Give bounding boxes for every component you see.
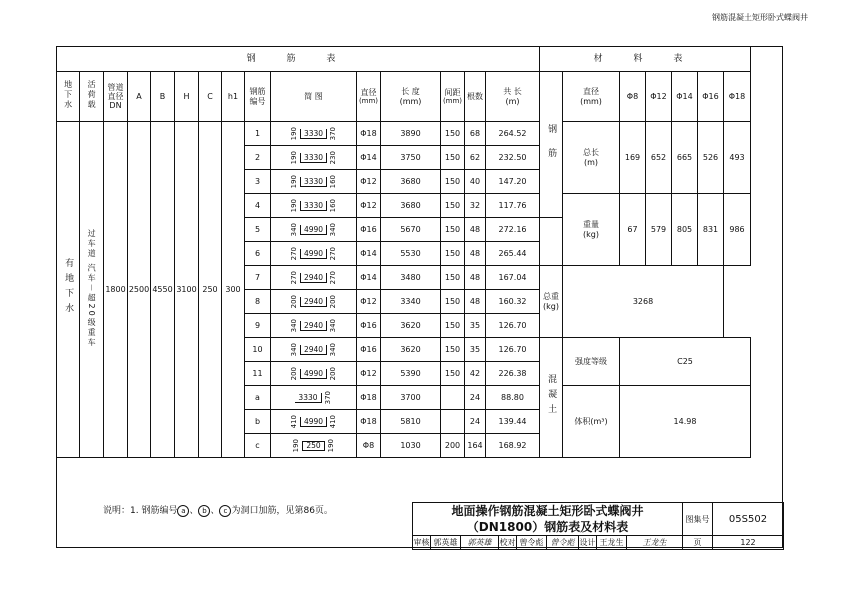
cell-live-load: 过车道 汽车－超20级重车 bbox=[80, 122, 104, 458]
rebar-total: 126.70 bbox=[486, 314, 540, 338]
rebar-no: 2 bbox=[245, 146, 271, 170]
circle-a: a bbox=[177, 505, 189, 517]
rebar-spacing: 150 bbox=[441, 362, 465, 386]
rebar-no: c bbox=[245, 434, 271, 458]
rebar-length: 3480 bbox=[381, 266, 441, 290]
mat-weight-3: 831 bbox=[698, 194, 724, 266]
cell-b: 4550 bbox=[151, 122, 175, 458]
mat-weight-4: 986 bbox=[724, 194, 751, 266]
rebar-total: 272.16 bbox=[486, 218, 540, 242]
rebar-no: a bbox=[245, 386, 271, 410]
col-dn: 管道直径DN bbox=[104, 72, 128, 122]
col-total-length: 共 长 (m) bbox=[486, 72, 540, 122]
col-h: H bbox=[175, 72, 199, 122]
rebar-spacing: 150 bbox=[441, 290, 465, 314]
checker-signature: 曾令彪 bbox=[547, 536, 579, 550]
rebar-dia: Φ8 bbox=[357, 434, 381, 458]
rebar-shape: 3330 370 bbox=[271, 386, 357, 410]
rebar-dia: Φ18 bbox=[357, 122, 381, 146]
rebar-no: 10 bbox=[245, 338, 271, 362]
rebar-spacing: 150 bbox=[441, 338, 465, 362]
mat-volume: 14.98 bbox=[620, 386, 751, 458]
rebar-length: 3750 bbox=[381, 146, 441, 170]
rebar-length: 3620 bbox=[381, 338, 441, 362]
rebar-total: 117.76 bbox=[486, 194, 540, 218]
mat-total-weight-label: 总重 (kg) bbox=[540, 266, 563, 338]
mat-weight-2: 805 bbox=[672, 194, 698, 266]
rebar-dia: Φ18 bbox=[357, 410, 381, 434]
atlas-label: 图集号 bbox=[683, 503, 713, 536]
rebar-count: 62 bbox=[465, 146, 486, 170]
rebar-count: 48 bbox=[465, 218, 486, 242]
rebar-and-material-table bbox=[56, 46, 751, 458]
rebar-length: 1030 bbox=[381, 434, 441, 458]
rebar-spacing: 150 bbox=[441, 314, 465, 338]
reviewer-signature: 郭英雄 bbox=[461, 536, 499, 550]
rebar-count: 164 bbox=[465, 434, 486, 458]
circle-b: b bbox=[198, 505, 210, 517]
mat-grade: C25 bbox=[620, 338, 751, 386]
col-shape: 简 图 bbox=[271, 72, 357, 122]
rebar-total: 147.20 bbox=[486, 170, 540, 194]
rebar-total: 167.04 bbox=[486, 266, 540, 290]
rebar-no: 3 bbox=[245, 170, 271, 194]
mat-length-1: 652 bbox=[646, 122, 672, 194]
col-spacing: 间距 (mm) bbox=[441, 72, 465, 122]
rebar-no: 4 bbox=[245, 194, 271, 218]
rebar-no: b bbox=[245, 410, 271, 434]
rebar-no: 5 bbox=[245, 218, 271, 242]
rebar-dia: Φ12 bbox=[357, 194, 381, 218]
rebar-dia: Φ16 bbox=[357, 314, 381, 338]
mat-weight-0: 67 bbox=[620, 194, 646, 266]
rebar-shape: 270 2940 270 bbox=[271, 266, 357, 290]
mat-steel-label: 钢 筋 bbox=[540, 72, 563, 218]
atlas-no: 05S502 bbox=[713, 503, 784, 536]
rebar-dia: Φ12 bbox=[357, 362, 381, 386]
note-text: 说明：1. 钢筋编号 a 、 b 、 c 为洞口加筋，见第86页。 bbox=[103, 506, 333, 516]
title-block bbox=[412, 502, 784, 550]
corner-title: 钢筋混凝土矩形卧式蝶阀井 bbox=[712, 13, 808, 22]
rebar-shape: 270 4990 270 bbox=[271, 242, 357, 266]
rebar-total: 88.80 bbox=[486, 386, 540, 410]
rebar-table-title: 钢 筋 表 bbox=[57, 47, 540, 72]
rebar-spacing bbox=[441, 410, 465, 434]
rebar-count: 40 bbox=[465, 170, 486, 194]
rebar-dia: Φ12 bbox=[357, 290, 381, 314]
rebar-no: 1 bbox=[245, 122, 271, 146]
rebar-count: 48 bbox=[465, 290, 486, 314]
rebar-dia: Φ18 bbox=[357, 386, 381, 410]
rebar-no: 6 bbox=[245, 242, 271, 266]
material-table-title: 材 料 表 bbox=[540, 47, 751, 72]
mat-dia-0: Φ8 bbox=[620, 72, 646, 122]
mat-volume-label: 体积(m³) bbox=[563, 386, 620, 458]
rebar-dia: Φ16 bbox=[357, 218, 381, 242]
mat-length-0: 169 bbox=[620, 122, 646, 194]
rebar-total: 264.52 bbox=[486, 122, 540, 146]
rebar-count: 24 bbox=[465, 410, 486, 434]
mat-grade-label: 强度等级 bbox=[563, 338, 620, 386]
mat-dia-4: Φ18 bbox=[724, 72, 751, 122]
rebar-count: 32 bbox=[465, 194, 486, 218]
rebar-total: 168.92 bbox=[486, 434, 540, 458]
page-no: 122 bbox=[713, 536, 784, 550]
cell-underground: 有地下水 bbox=[57, 122, 80, 458]
rebar-count: 48 bbox=[465, 242, 486, 266]
rebar-spacing: 150 bbox=[441, 122, 465, 146]
rebar-spacing: 150 bbox=[441, 266, 465, 290]
rebar-length: 5810 bbox=[381, 410, 441, 434]
rebar-shape: 340 4990 340 bbox=[271, 218, 357, 242]
rebar-count: 35 bbox=[465, 314, 486, 338]
rebar-spacing bbox=[441, 386, 465, 410]
rebar-length: 3680 bbox=[381, 194, 441, 218]
col-c: C bbox=[199, 72, 222, 122]
cell-dn: 1800 bbox=[104, 122, 128, 458]
rebar-length: 5670 bbox=[381, 218, 441, 242]
col-b: B bbox=[151, 72, 175, 122]
col-h1: h1 bbox=[222, 72, 245, 122]
rebar-count: 48 bbox=[465, 266, 486, 290]
rebar-spacing: 150 bbox=[441, 242, 465, 266]
mat-weight-label: 重量 (kg) bbox=[563, 194, 620, 266]
rebar-total: 126.70 bbox=[486, 338, 540, 362]
mat-dia-1: Φ12 bbox=[646, 72, 672, 122]
circle-c: c bbox=[219, 505, 231, 517]
mat-dia-3: Φ16 bbox=[698, 72, 724, 122]
rebar-spacing: 150 bbox=[441, 146, 465, 170]
rebar-length: 3680 bbox=[381, 170, 441, 194]
checker-name: 曾令彪 bbox=[517, 536, 547, 550]
rebar-total: 232.50 bbox=[486, 146, 540, 170]
rebar-shape: 190 250 190 bbox=[271, 434, 357, 458]
rebar-total: 226.38 bbox=[486, 362, 540, 386]
rebar-total: 139.44 bbox=[486, 410, 540, 434]
col-underground: 地下水 bbox=[57, 72, 80, 122]
rebar-shape: 340 2940 340 bbox=[271, 314, 357, 338]
rebar-shape: 200 2940 200 bbox=[271, 290, 357, 314]
mat-weight-1: 579 bbox=[646, 194, 672, 266]
mat-dia-2: Φ14 bbox=[672, 72, 698, 122]
rebar-length: 3620 bbox=[381, 314, 441, 338]
rebar-shape: 200 4990 200 bbox=[271, 362, 357, 386]
col-a: A bbox=[128, 72, 151, 122]
rebar-count: 68 bbox=[465, 122, 486, 146]
cell-c: 250 bbox=[199, 122, 222, 458]
rebar-total: 265.44 bbox=[486, 242, 540, 266]
rebar-no: 11 bbox=[245, 362, 271, 386]
rebar-dia: Φ16 bbox=[357, 338, 381, 362]
rebar-length: 3340 bbox=[381, 290, 441, 314]
rebar-count: 42 bbox=[465, 362, 486, 386]
cell-h: 3100 bbox=[175, 122, 199, 458]
rebar-total: 160.32 bbox=[486, 290, 540, 314]
drawing-title: 地面操作钢筋混凝土矩形卧式蝶阀井 （DN1800）钢筋表及材料表 bbox=[413, 503, 683, 536]
mat-dia-label: 直径 (mm) bbox=[563, 72, 620, 122]
rebar-shape: 190 3330 160 bbox=[271, 170, 357, 194]
mat-length-2: 665 bbox=[672, 122, 698, 194]
designer-signature: 王龙生 bbox=[627, 536, 683, 550]
rebar-count: 35 bbox=[465, 338, 486, 362]
rebar-length: 5530 bbox=[381, 242, 441, 266]
rebar-dia: Φ14 bbox=[357, 266, 381, 290]
cell-a: 2500 bbox=[128, 122, 151, 458]
rebar-shape: 340 2940 340 bbox=[271, 338, 357, 362]
designer-name: 王龙生 bbox=[597, 536, 627, 550]
rebar-shape: 190 3330 160 bbox=[271, 194, 357, 218]
col-length: 长 度 (mm) bbox=[381, 72, 441, 122]
mat-length-label: 总长 (m) bbox=[563, 122, 620, 194]
rebar-no: 9 bbox=[245, 314, 271, 338]
rebar-length: 5390 bbox=[381, 362, 441, 386]
mat-total-weight: 3268 bbox=[563, 266, 724, 338]
mat-length-3: 526 bbox=[698, 122, 724, 194]
mat-concrete-label: 混凝土 bbox=[540, 338, 563, 458]
check-label: 校对 bbox=[499, 536, 517, 550]
rebar-count: 24 bbox=[465, 386, 486, 410]
col-live-load: 活荷载 bbox=[80, 72, 104, 122]
rebar-length: 3700 bbox=[381, 386, 441, 410]
rebar-dia: Φ14 bbox=[357, 242, 381, 266]
rebar-dia: Φ12 bbox=[357, 170, 381, 194]
rebar-spacing: 200 bbox=[441, 434, 465, 458]
cell-h1: 300 bbox=[222, 122, 245, 458]
col-diameter: 直径 (mm) bbox=[357, 72, 381, 122]
rebar-shape: 190 3330 230 bbox=[271, 146, 357, 170]
rebar-spacing: 150 bbox=[441, 218, 465, 242]
col-count: 根数 bbox=[465, 72, 486, 122]
rebar-shape: 190 3330 370 bbox=[271, 122, 357, 146]
col-rebar-no: 钢筋编号 bbox=[245, 72, 271, 122]
mat-length-4: 493 bbox=[724, 122, 751, 194]
rebar-dia: Φ14 bbox=[357, 146, 381, 170]
rebar-spacing: 150 bbox=[441, 194, 465, 218]
reviewer-name: 郭英雄 bbox=[431, 536, 461, 550]
rebar-spacing: 150 bbox=[441, 170, 465, 194]
rebar-shape: 410 4990 410 bbox=[271, 410, 357, 434]
review-label: 审核 bbox=[413, 536, 431, 550]
rebar-no: 8 bbox=[245, 290, 271, 314]
rebar-length: 3890 bbox=[381, 122, 441, 146]
rebar-no: 7 bbox=[245, 266, 271, 290]
page-label: 页 bbox=[683, 536, 713, 550]
design-label: 设计 bbox=[579, 536, 597, 550]
